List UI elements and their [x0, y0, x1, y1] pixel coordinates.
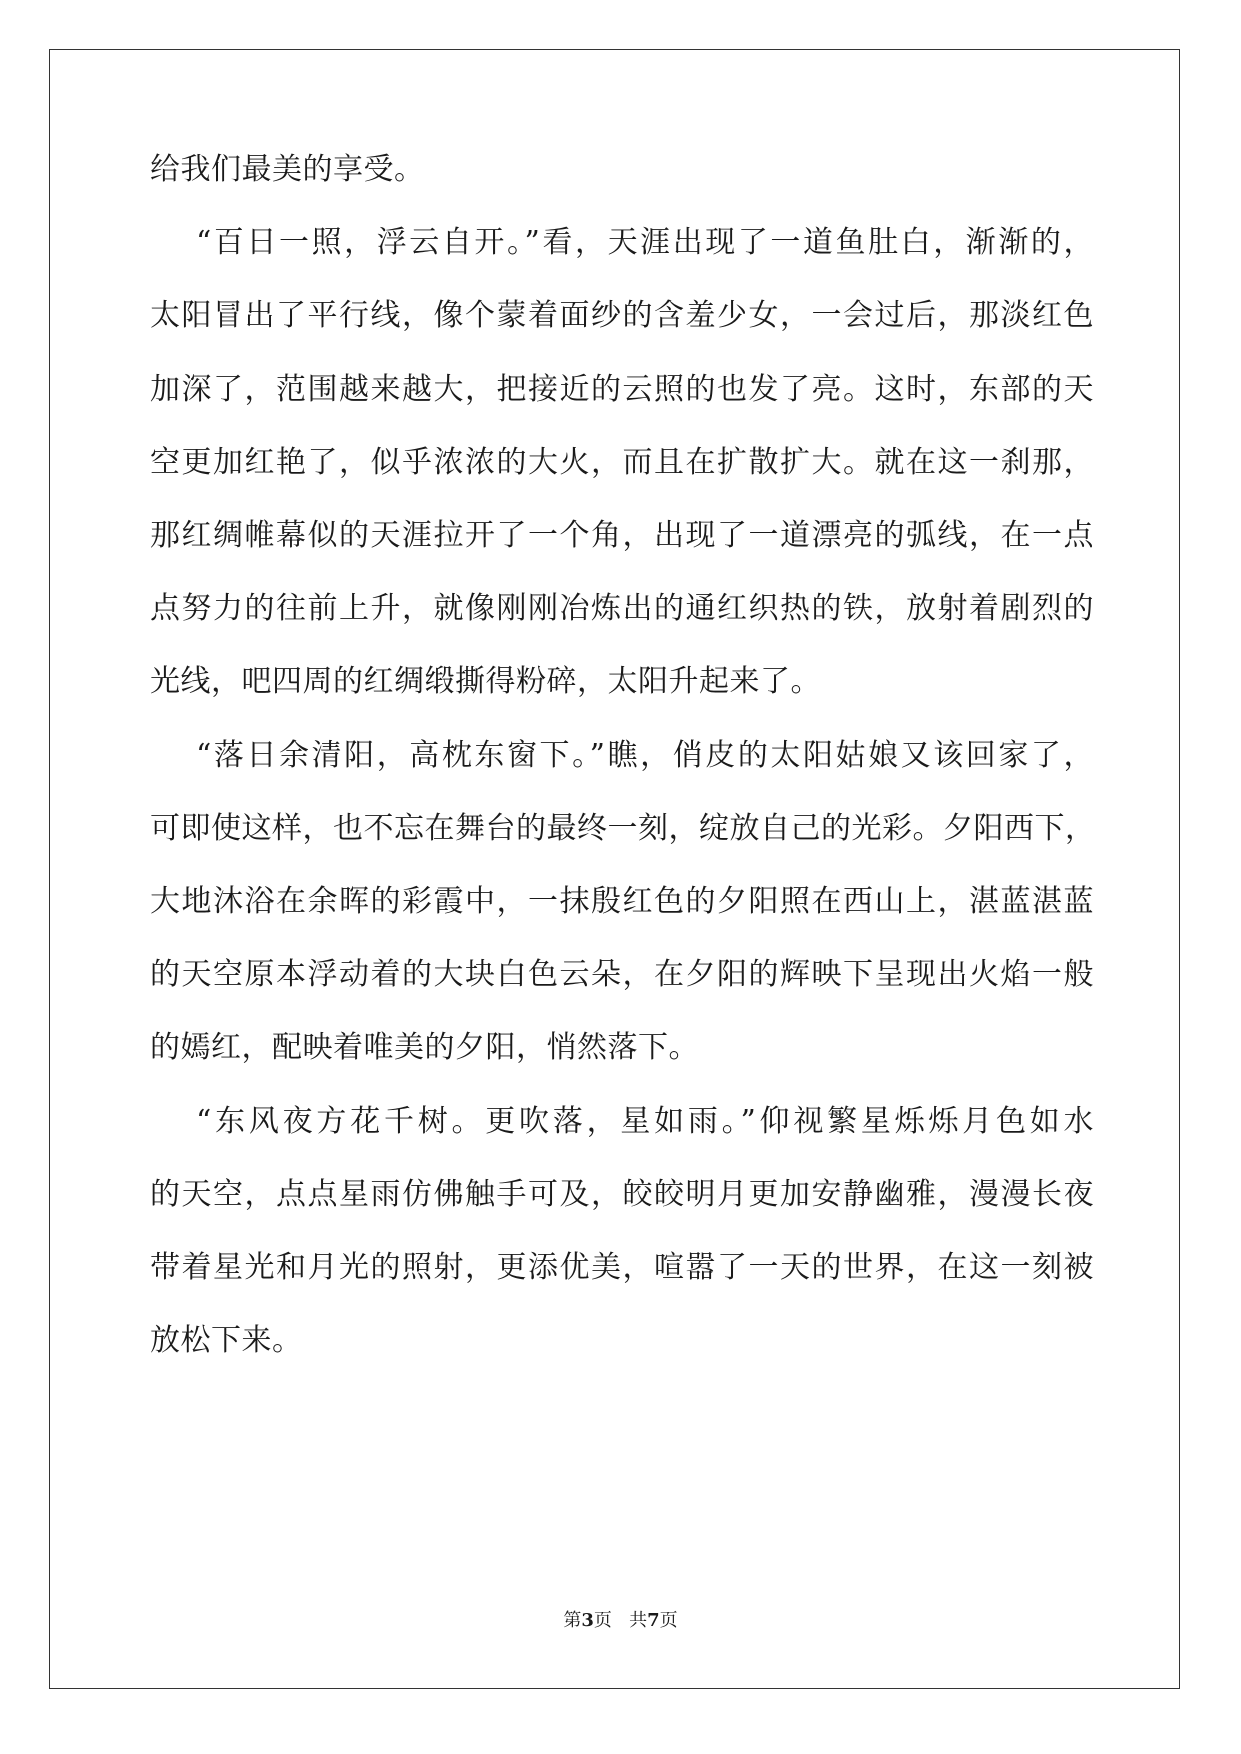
footer-total-prefix: 共: [629, 1610, 648, 1631]
text-line: 的天空原本浮动着的大块白色云朵，在夕阳的辉映下呈现出火焰一般: [150, 957, 1094, 993]
footer-prefix: 第: [563, 1610, 582, 1631]
text-line: 带着星光和月光的照射，更添优美，喧嚣了一天的世界，在这一刻被: [150, 1250, 1094, 1285]
page-border: [49, 49, 1180, 1689]
text-line: “百日一照，浮云自开。”看，天涯出现了一道鱼肚白，渐渐的，: [196, 225, 1094, 261]
page-number: 3: [581, 1610, 594, 1631]
footer-total-word: 页: [659, 1610, 678, 1631]
text-line: “东风夜方花千树。更吹落，星如雨。”仰视繁星烁烁月色如水: [196, 1103, 1094, 1139]
text-line: 的天空，点点星雨仿佛触手可及，皎皎明月更加安静幽雅，漫漫长夜: [150, 1176, 1094, 1212]
footer-page-word: 页: [593, 1610, 612, 1631]
text-line: 给我们最美的享受。: [150, 152, 425, 187]
text-line: 空更加红艳了，似乎浓浓的大火，而且在扩散扩大。就在这一刹那，: [150, 444, 1094, 480]
text-line: 加深了，范围越来越大，把接近的云照的也发了亮。这时，东部的天: [150, 371, 1094, 407]
text-line: 太阳冒出了平行线，像个蒙着面纱的含羞少女，一会过后，那淡红色: [150, 298, 1094, 334]
text-line: 点努力的往前上升，就像刚刚冶炼出的通红织热的铁，放射着剧烈的: [150, 591, 1094, 627]
page-footer: [0, 1609, 1241, 1633]
text-line: 大地沐浴在余晖的彩霞中，一抹殷红色的夕阳照在西山上，湛蓝湛蓝: [150, 884, 1094, 919]
text-line: “落日余清阳，高枕东窗下。”瞧，俏皮的太阳姑娘又该回家了，: [196, 737, 1094, 773]
text-line: 放松下来。: [150, 1323, 303, 1359]
text-line: 可即使这样，也不忘在舞台的最终一刻，绽放自己的光彩。夕阳西下，: [150, 810, 1096, 846]
text-line: 光线，吧四周的红绸缎撕得粉碎，太阳升起来了。: [150, 664, 821, 700]
text-line: 那红绸帷幕似的天涯拉开了一个角，出现了一道漂亮的弧线，在一点: [150, 518, 1094, 553]
total-pages: 7: [647, 1610, 660, 1631]
text-line: 的嫣红，配映着唯美的夕阳，悄然落下。: [150, 1030, 699, 1066]
